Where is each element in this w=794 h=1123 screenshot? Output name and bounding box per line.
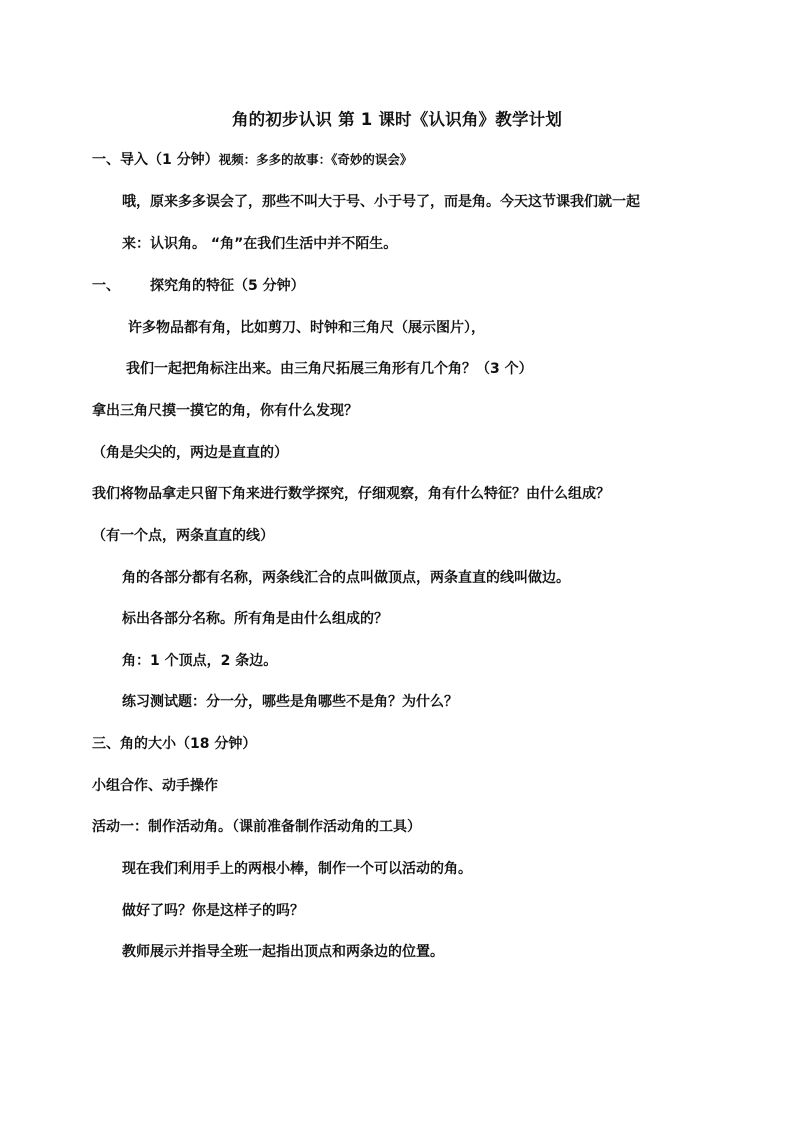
explore-paragraph-9: 角：1 个顶点，2 条边。 — [122, 653, 278, 669]
document-title: 角的初步认识 第 1 课时《认识角》教学计划 — [231, 110, 563, 129]
explore-paragraph-6: （有一个点，两条直直的线） — [92, 528, 274, 544]
explore-paragraph-5: 我们将物品拿走只留下角来进行数学探究，仔细观察，角有什么特征？由什么组成？ — [92, 486, 610, 502]
size-heading: 三、角的大小（18 分钟） — [92, 736, 257, 752]
explore-paragraph-1: 许多物品都有角，比如剪刀、时钟和三角尺（展示图片）， — [128, 320, 485, 336]
intro-paragraph-1: 哦，原来多多误会了，那些不叫大于号、小于号了，而是角。今天这节课我们就一起 — [122, 194, 640, 210]
intro-paragraph-2: 来：认识角。 “角”在我们生活中并不陌生。 — [122, 236, 398, 252]
explore-paragraph-2: 我们一起把角标注出来。由三角尺拓展三角形有几个角？（3 个） — [126, 361, 533, 377]
intro-video-note: 视频：多多的故事：《奇妙的误会》 — [218, 152, 413, 167]
size-paragraph-1: 小组合作、动手操作 — [92, 778, 218, 794]
explore-paragraph-4: （角是尖尖的，两边是直直的） — [92, 445, 288, 461]
explore-paragraph-10: 练习测试题：分一分，哪些是角哪些不是角？为什么？ — [122, 694, 458, 710]
intro-heading-line — [92, 150, 412, 170]
size-paragraph-3: 现在我们利用手上的两根小棒，制作一个可以活动的角。 — [122, 861, 472, 877]
size-paragraph-5: 教师展示并指导全班一起指出顶点和两条边的位置。 — [122, 944, 444, 960]
explore-heading-number: 一、 — [92, 278, 120, 294]
explore-heading-line — [92, 276, 305, 296]
size-paragraph-4: 做好了吗？你是这样子的吗？ — [122, 903, 304, 919]
explore-paragraph-3: 拿出三角尺摸一摸它的角，你有什么发现？ — [92, 403, 358, 419]
explore-paragraph-7: 角的各部分都有名称，两条线汇合的点叫做顶点，两条直直的线叫做边。 — [122, 570, 570, 586]
explore-paragraph-8: 标出各部分名称。所有角是由什么组成的？ — [122, 611, 388, 627]
explore-heading-title: 探究角的特征（5 分钟） — [150, 278, 305, 294]
size-paragraph-2: 活动一：制作活动角。（课前准备制作活动角的工具） — [92, 819, 421, 835]
intro-heading: 一、导入（1 分钟） — [92, 152, 219, 168]
